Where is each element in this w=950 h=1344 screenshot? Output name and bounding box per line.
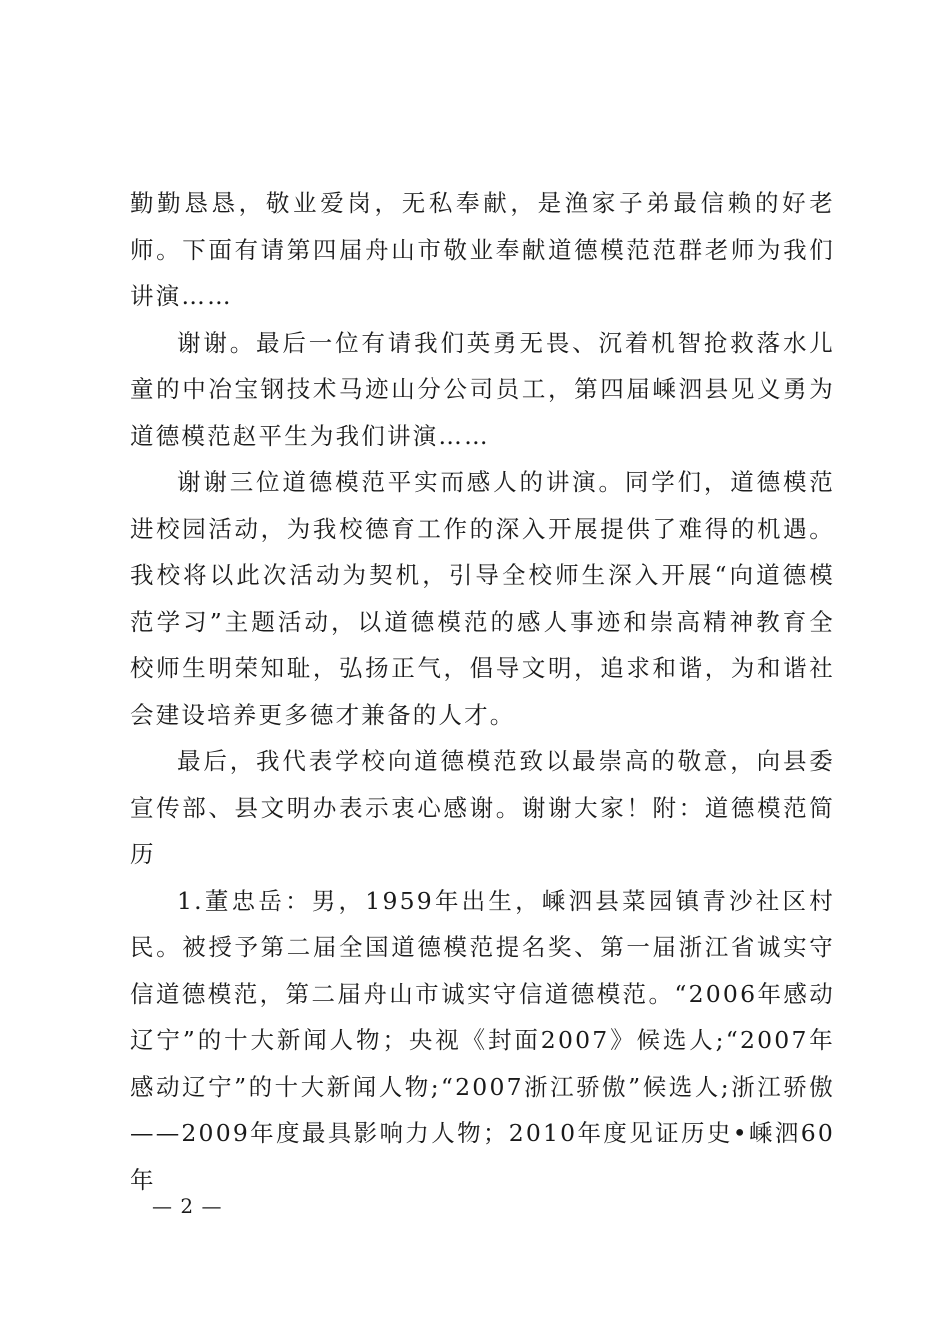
page-number: — 2 — <box>152 1194 223 1218</box>
document-body <box>130 180 835 1203</box>
paragraph-intro-fan-qun: 勤勤恳恳，敬业爱岗，无私奉献，是渔家子弟最信赖的好老师。下面有请第四届舟山市敬业奉献道德模范范群老师为我们讲演…… <box>130 189 835 310</box>
paragraph-thanks-speeches: 谢谢三位道德模范平实而感人的讲演。同学们，道德模范进校园活动，为我校德育工作的深入开展提供了难得的机遇。我校将以此次活动为契机，引导全校师生深入开展“向道德模范学习”主题活动，以道德模范的感人事迹和崇高精神教育全校师生明荣知耻，弘扬正气，倡导文明，追求和谐，为和谐社会建设培养更多德才兼备的人才。 <box>130 468 835 729</box>
paragraph-zhao-pingsheng: 谢谢。最后一位有请我们英勇无畏、沉着机智抢救落水儿童的中冶宝钢技术马迹山分公司员工，第四届嵊泗县见义勇为道德模范赵平生为我们讲演…… <box>130 328 835 450</box>
paragraph-bio-dong-zhongyue: 1.董忠岳：男，1959年出生，嵊泗县菜园镇青沙社区村民。被授予第二届全国道德模范提名奖、第一届浙江省诚实守信道德模范，第二届舟山市诚实守信道德模范。“2006年感动辽宁”的十大新闻人物；央视《封面2007》候选人;“2007年感动辽宁”的十大新闻人物;“2007浙江骄傲”候选人;浙江骄傲——2009年度最具影响力人物；2010年度见证历史•嵊泗60年 <box>130 886 835 1194</box>
paragraph-closing-thanks: 最后，我代表学校向道德模范致以最崇高的敬意，向县委宣传部、县文明办表示衷心感谢。谢谢大家！附：道德模范简历 <box>130 747 835 868</box>
